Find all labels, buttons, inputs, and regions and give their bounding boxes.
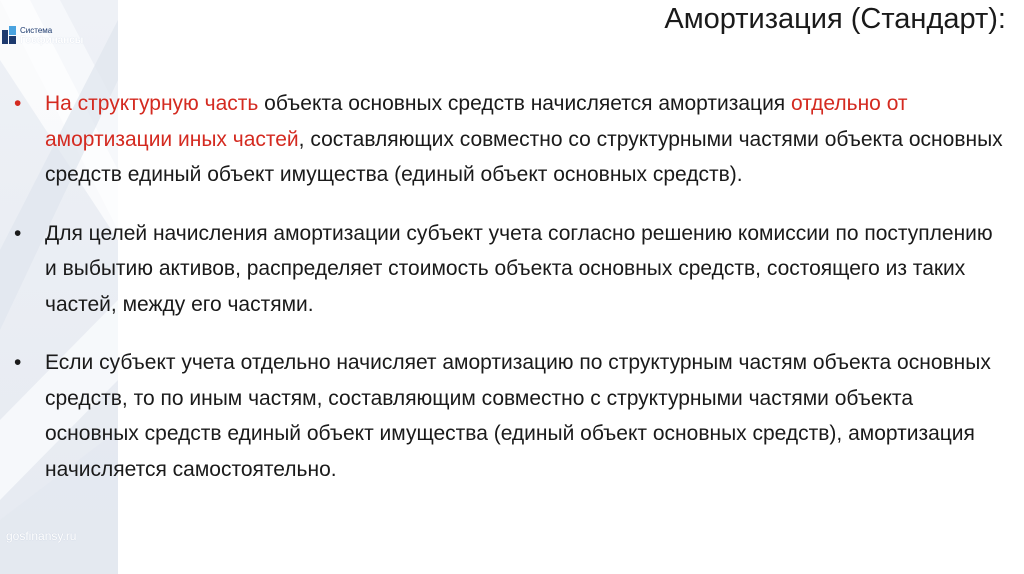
bullet-1-text-a: объекта основных средств начисляется амортизация [258, 92, 792, 115]
highlight-separately: отдельно от амортизации иных частей [45, 92, 908, 151]
logo-line-2: Госфинансы [20, 35, 84, 46]
bullet-item-3 [14, 345, 1004, 487]
bullet-marker: • [14, 92, 22, 115]
bullet-3-text: Если субъект учета отдельно начисляет амортизацию по структурным частям объекта основных средств, то по иным частям, составляющим совместно с структурными частями объекта основных средств единый объект имущества (единый объект основных средств), амортизация начисляется самостоятельно. [45, 351, 991, 481]
bullet-2-text: Для целей начисления амортизации субъект учета согласно решению комиссии по поступлению и выбытию активов, распределяет стоимость объекта основных средств, состоящего из таких частей, между его частями. [45, 221, 993, 316]
bullet-item-1 [14, 86, 1004, 193]
highlight-structural-part: На структурную часть [45, 92, 259, 115]
site-url-watermark: gosfinansy.ru [6, 529, 77, 543]
bullet-1-text-b: , составляющих совместно со структурными частями объекта основных средств единый объект имущества (единый объект основных средств). [45, 127, 1003, 186]
slide-title: Амортизация (Стандарт): [664, 3, 1006, 35]
bullet-marker: • [14, 351, 22, 374]
logo-line-1: Система [20, 26, 53, 35]
brand-logo [2, 26, 83, 46]
logo-icon [2, 26, 16, 44]
logo-text [20, 26, 83, 46]
bullet-list [14, 86, 1004, 510]
bullet-marker: • [14, 221, 22, 245]
bullet-item-2 [14, 216, 1004, 323]
